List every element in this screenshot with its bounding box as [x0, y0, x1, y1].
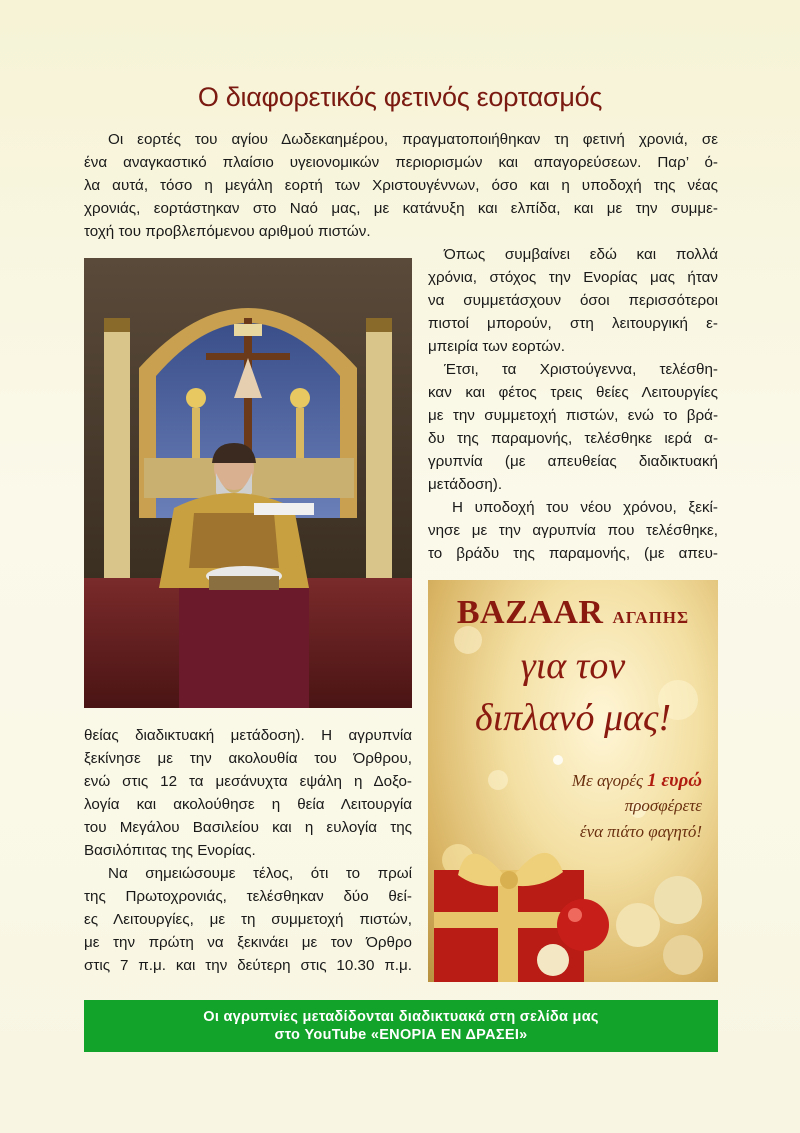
ad-offer-amount: 1 ευρώ	[647, 770, 702, 791]
left-column-text	[84, 724, 412, 977]
text-line: ες Λειτουργίες, με τη συμμετοχή πιστών,	[84, 911, 412, 928]
text-line: Οι εορτές του αγίου Δωδεκαημέρου, πραγματοποιήθηκαν τη φετινή χρονιά, σε	[108, 131, 718, 148]
text-line: Βασιλόπιτας της Ενορίας.	[84, 842, 256, 859]
text-line: χρόνια, στόχος την Ενορίας μας ήταν	[428, 269, 718, 286]
text-line: του Μεγάλου Βασιλείου και η ευλογία της	[84, 819, 412, 836]
ad-heading	[428, 594, 718, 632]
ad-word-agapis: ΑΓΑΠΗΣ	[612, 608, 690, 627]
text-line: νησε με την αγρυπνία που τελέσθηκε,	[428, 522, 718, 539]
right-column-text	[428, 243, 718, 565]
text-line: δυ της παραμονής, τελέσθηκε ιερά α-	[428, 430, 718, 447]
banner-line-2: στο YouTube «ΕΝΟΡΙΑ ΕΝ ΔΡΑΣΕΙ»	[274, 1027, 528, 1043]
banner-line-1: Οι αγρυπνίες μεταδίδονται διαδικτυακά στη σελίδα μας	[203, 1009, 599, 1025]
ad-line-2: διπλανό μας!	[474, 697, 672, 739]
text-line: με την πρώτη να ξεκινάει με τον Όρθρο	[84, 934, 412, 951]
text-line: Όπως συμβαίνει εδώ και πολλά	[444, 246, 718, 263]
bazaar-ad	[428, 580, 718, 982]
ad-word-bazaar: BAZAAR	[456, 594, 604, 631]
ad-offer-line-3: ένα πιάτο φαγητό!	[579, 822, 702, 841]
ad-offer-prefix: Με αγορές	[571, 771, 643, 790]
text-line: θείας διαδικτυακή μετάδοση). Η αγρυπνία	[84, 727, 412, 744]
text-line: να συμμετάσχουν όσοι περισσότεροι	[428, 292, 718, 309]
text-line: το βράδυ της παραμονής, (με απευ-	[428, 545, 718, 562]
text-line: λα αυτά, τόσο η μεγάλη εορτή των Χριστουγέννων, όσο και η υποδοχή της νέας	[84, 177, 718, 194]
intro-paragraph	[84, 128, 718, 243]
ad-offer-line-1	[572, 770, 702, 792]
text-line: Η υποδοχή του νέου χρόνου, ξεκί-	[452, 499, 718, 516]
text-line: λογία και ακολούθησε η θεία Λειτουργία	[84, 796, 412, 813]
ad-offer-line-2: προσφέρετε	[624, 796, 702, 815]
text-line: της Πρωτοχρονιάς, τελέσθηκαν δύο θεί-	[84, 888, 412, 905]
text-line: Έτσι, τα Χριστούγεννα, τελέσθη-	[444, 361, 718, 378]
text-line: ξεκίνησε με την ακολουθία του Όρθρου,	[84, 750, 412, 767]
text-line: μετάδοση).	[428, 476, 503, 493]
text-line: τοχή του προβλεπόμενου αριθμού πιστών.	[84, 223, 371, 240]
youtube-banner	[84, 1000, 718, 1052]
text-line: χρονιάς, εορτάστηκαν στο Ναό μας, με κατάνυξη και ελπίδα, και με την συμμε-	[84, 200, 718, 217]
text-line: γρυπνία (με απευθείας διαδικτυακή	[428, 453, 718, 470]
page-title: Ο διαφορετικός φετινός εορτασμός	[197, 82, 603, 112]
text-line: μπειρία των εορτών.	[428, 338, 565, 355]
text-line: ενώ στις 12 τα μεσάνυχτα εψάλη η Δοξο-	[84, 773, 412, 790]
text-line: ένα αναγκαστικό πλαίσιο υγειονομικών περιορισμών και απαγορεύσεων. Παρ’ ό-	[84, 154, 718, 171]
ad-line-1: για τον	[520, 645, 626, 687]
text-line: στις 7 π.μ. και την δεύτερη στις 10.30 π.μ.	[84, 957, 412, 974]
church-photo-illustration	[84, 258, 412, 708]
text-line: με την συμμετοχή πιστών, ενώ το βρά-	[428, 407, 718, 424]
text-line: καν και φέτος τρεις θείες Λειτουργίες	[428, 384, 718, 401]
text-line: Να σημειώσουμε τέλος, ότι το πρωί	[108, 865, 412, 882]
text-line: πιστοί μπορούν, στη λειτουργική ε-	[428, 315, 718, 332]
church-photo	[84, 258, 412, 708]
